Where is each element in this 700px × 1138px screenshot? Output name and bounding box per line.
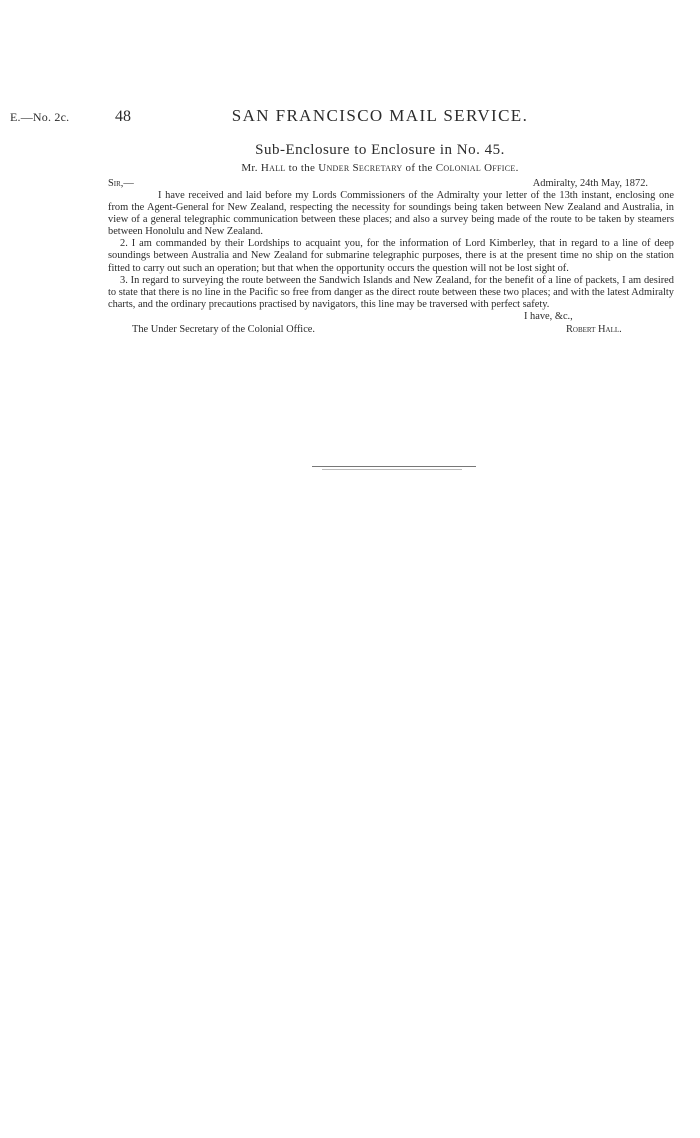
sender-prefix: Mr. bbox=[241, 162, 261, 174]
to-text: to the bbox=[285, 162, 319, 174]
closing-row bbox=[108, 311, 674, 323]
page-header bbox=[0, 108, 700, 130]
running-title: SAN FRANCISCO MAIL SERVICE. bbox=[231, 106, 529, 125]
signature-row bbox=[108, 323, 674, 337]
paragraph-2: 2. I am commanded by their Lordships to acquaint you, for the information of Lord Kimberley, that in regard to a line of deep soundings between Australia and New Zealand for submarine telegraphic purposes, there is at the present time no ship on the station fitted to carry out such an operation; but that when the opportunity occurs the question will not be lost sight of. bbox=[108, 238, 674, 274]
correspondence-line bbox=[0, 162, 700, 174]
section-divider bbox=[312, 466, 476, 467]
sender-name: Hall bbox=[260, 162, 286, 174]
page-number: 48 bbox=[115, 108, 131, 125]
addressee: The Under Secretary of the Colonial Office. bbox=[132, 323, 316, 335]
of-text: of the bbox=[402, 162, 436, 174]
recipient-title: Under Secretary bbox=[318, 162, 403, 174]
place-date: Admiralty, 24th May, 1872. bbox=[532, 178, 648, 189]
letter-body bbox=[108, 178, 674, 337]
paragraph-3: 3. In regard to surveying the route between the Sandwich Islands and New Zealand, for the benefit of a line of packets, I am desired to state that there is no line in the Pacific so free from danger as the direct route between these two places; and with the latest Admiralty charts, and the ordinary precautions practised by navigators, this line may be traversed with perfect safety. bbox=[108, 274, 674, 310]
salutation: Sir,— bbox=[108, 178, 134, 189]
salutation-row bbox=[108, 178, 674, 190]
closing: I have, &c., bbox=[524, 310, 573, 322]
section-divider-inner bbox=[322, 469, 462, 470]
enclosure-heading: Sub-Enclosure to Enclosure in No. 45. bbox=[255, 142, 505, 158]
document-reference: E.—No. 2c. bbox=[10, 110, 70, 124]
paragraph-1: I have received and laid before my Lords Commissioners of the Admiralty your letter of the 13th instant, enclosing one from the Agent-General for New Zealand, respecting the necessity for soundings being taken between New Zealand and Australia, in view of a general telegraphic communication between these places; and also a survey being made of the route to be taken by steamers between Honolulu and New Zealand. bbox=[108, 190, 674, 238]
signature: Robert Hall. bbox=[566, 323, 622, 335]
line-end: . bbox=[515, 162, 519, 174]
recipient-office: Colonial Office bbox=[435, 162, 516, 174]
